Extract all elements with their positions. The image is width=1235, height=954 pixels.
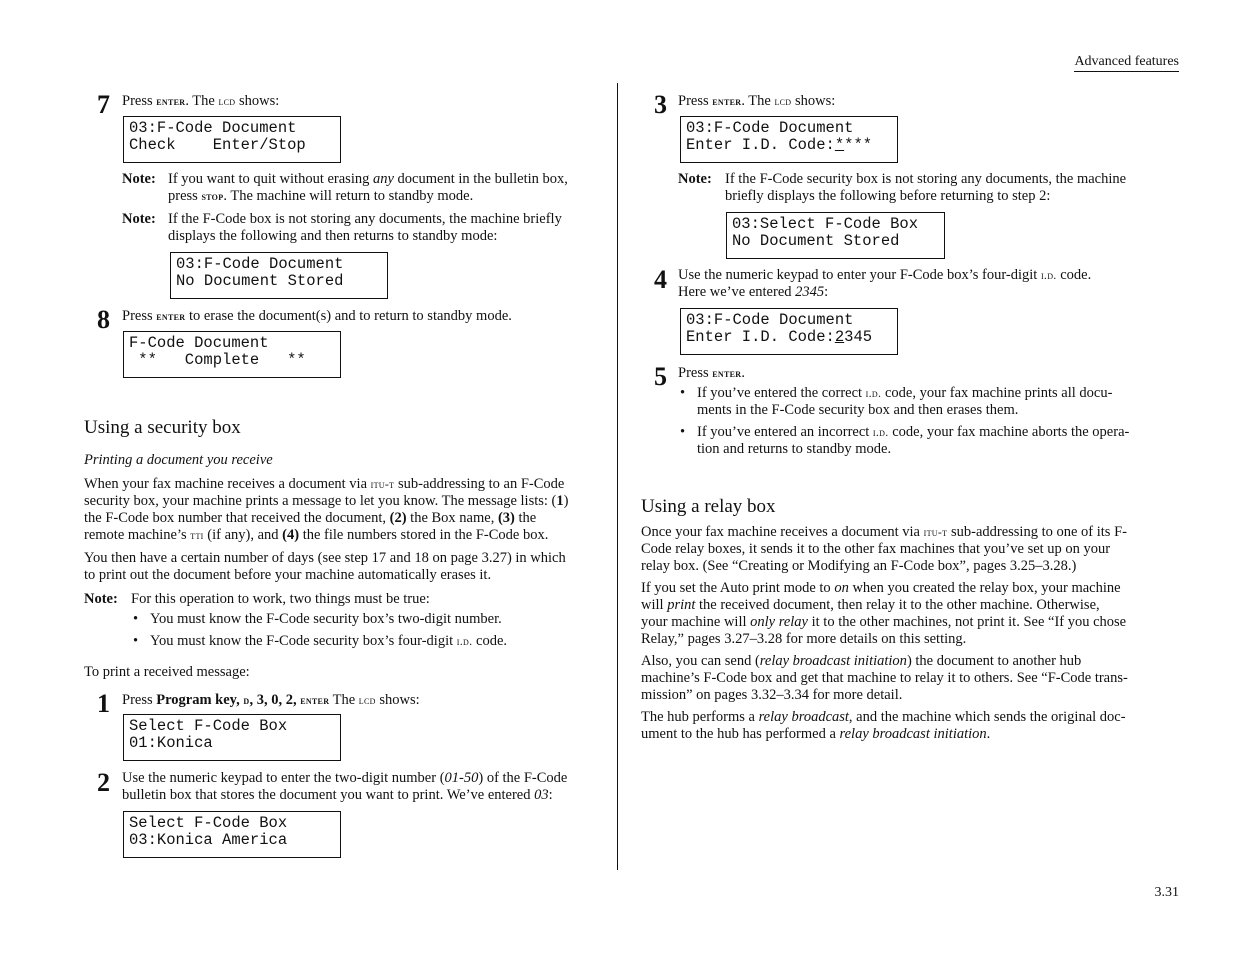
step-number: 2 [97, 768, 110, 797]
lcd-display [123, 331, 341, 378]
lcd-display [170, 252, 388, 299]
paragraph-line: machine’s F-Code box and get that machine to relay it to others. See “F-Code trans- [641, 670, 1128, 686]
bullet-icon: • [680, 385, 686, 401]
bullet-text: You must know the F-Code security box’s four-digit i.d. code. [150, 633, 508, 649]
running-header: Advanced features [1074, 53, 1179, 72]
lcd-line: Select F-Code Box [129, 717, 288, 735]
note-text: If the F-Code box is not storing any documents, the machine briefly [168, 211, 562, 227]
lcd-display [123, 811, 341, 858]
note-text: displays the following and then returns to standby mode: [168, 228, 498, 244]
paragraph-line: to print out the document before your machine automatically erases it. [84, 567, 492, 583]
paragraph-line: remote machine’s tti (if any), and (4) the file numbers stored in the F-Code box. [84, 527, 549, 543]
step-text: Press Program key, d, 3, 0, 2, enter The lcd shows: [122, 692, 420, 708]
paragraph-line: If you set the Auto print mode to on when you created the relay box, your machine [641, 580, 1121, 596]
step-number: 7 [97, 90, 110, 119]
section-heading: Using a relay box [641, 496, 776, 517]
paragraph-line: When your fax machine receives a document via itu-t sub-addressing to an F-Code [84, 476, 565, 492]
bullet-text: You must know the F-Code security box’s two-digit number. [150, 611, 502, 627]
intro-text: To print a received message: [84, 664, 250, 680]
note-text: For this operation to work, two things must be true: [131, 591, 430, 607]
note-label: Note: [84, 591, 118, 607]
lcd-line: 03:Konica America [129, 831, 288, 849]
bullet-icon: • [680, 424, 686, 440]
step-number: 4 [654, 265, 667, 294]
step-text: Press enter to erase the document(s) and to return to standby mode. [122, 308, 512, 324]
step-number: 8 [97, 305, 110, 334]
paragraph-line: Code relay boxes, it sends it to the other fax machines that you’ve set up on your [641, 541, 1111, 557]
lcd-display [680, 308, 898, 355]
lcd-line: 03:F-Code Document [686, 311, 854, 329]
note-text: press stop. The machine will return to standby mode. [168, 188, 474, 204]
paragraph-line: relay box. (See “Creating or Modifying an F-Code box”, pages 3.25–3.28.) [641, 558, 1077, 574]
step-number: 1 [97, 689, 110, 718]
lcd-line: 01:Konica [129, 734, 213, 752]
step-number: 5 [654, 362, 667, 391]
lcd-cursor: 2 [834, 328, 845, 346]
page-number: 3.31 [1154, 885, 1179, 900]
lcd-line: 03:F-Code Document [176, 255, 344, 273]
lcd-line: 03:F-Code Document [129, 119, 297, 137]
note-label: Note: [678, 171, 712, 187]
subheading: Printing a document you receive [84, 452, 273, 468]
paragraph-line: security box, your machine prints a message to let you know. The message lists: (1) [84, 493, 569, 509]
lcd-line: 03:Select F-Code Box [732, 215, 919, 233]
bullet-text: tion and returns to standby mode. [697, 441, 892, 457]
step-text: Press enter. The lcd shows: [678, 93, 836, 109]
note-text: briefly displays the following before returning to step 2: [725, 188, 1051, 204]
step-text: Use the numeric keypad to enter the two-digit number (01-50) of the F-Code [122, 770, 568, 786]
lcd-line: ** Complete ** [129, 351, 306, 369]
column-divider [617, 83, 618, 870]
lcd-line: 03:F-Code Document [686, 119, 854, 137]
paragraph-line: the F-Code box number that received the document, (2) the Box name, (3) the [84, 510, 537, 526]
paragraph-line: Also, you can send (relay broadcast initiation) the document to another hub [641, 653, 1082, 669]
paragraph-line: your machine will only relay it to the other machines, not print it. See “If you chose [641, 614, 1127, 630]
bullet-icon: • [133, 611, 139, 627]
lcd-line: Enter I.D. Code:**** [686, 136, 873, 154]
lcd-line: F-Code Document [129, 334, 269, 352]
note-label: Note: [122, 211, 156, 227]
step-text: Press enter. The lcd shows: [122, 93, 280, 109]
paragraph-line: The hub performs a relay broadcast, and the machine which sends the original doc- [641, 709, 1126, 725]
bullet-icon: • [133, 633, 139, 649]
bullet-text: If you’ve entered the correct i.d. code, your fax machine prints all docu- [697, 385, 1113, 401]
lcd-line: Check Enter/Stop [129, 136, 306, 154]
note-label: Note: [122, 171, 156, 187]
lcd-cursor: * [834, 136, 845, 154]
lcd-line: Enter I.D. Code:2345 [686, 328, 873, 346]
step-text: bulletin box that stores the document you want to print. We’ve entered 03: [122, 787, 553, 803]
step-text: Use the numeric keypad to enter your F-Code box’s four-digit i.d. code. [678, 267, 1092, 283]
note-text: If you want to quit without erasing any document in the bulletin box, [168, 171, 568, 187]
section-heading: Using a security box [84, 417, 241, 438]
paragraph-line: will print the received document, then relay it to the other machine. Otherwise, [641, 597, 1100, 613]
lcd-line: No Document Stored [176, 272, 344, 290]
step-text: Here we’ve entered 2345: [678, 284, 829, 300]
bullet-text: ments in the F-Code security box and then erases them. [697, 402, 1019, 418]
lcd-display [123, 714, 341, 761]
step-number: 3 [654, 90, 667, 119]
lcd-line: Select F-Code Box [129, 814, 288, 832]
lcd-display [123, 116, 341, 163]
paragraph-line: Relay,” pages 3.27–3.28 for more details on this setting. [641, 631, 967, 647]
paragraph-line: You then have a certain number of days (see step 17 and 18 on page 3.27) in which [84, 550, 566, 566]
step-text: Press enter. [678, 365, 745, 381]
note-text: If the F-Code security box is not storing any documents, the machine [725, 171, 1127, 187]
bullet-text: If you’ve entered an incorrect i.d. code, your fax machine aborts the opera- [697, 424, 1130, 440]
lcd-display [680, 116, 898, 163]
paragraph-line: Once your fax machine receives a document via itu-t sub-addressing to one of its F- [641, 524, 1127, 540]
lcd-display [726, 212, 945, 259]
lcd-line: No Document Stored [732, 232, 900, 250]
paragraph-line: mission” on pages 3.32–3.34 for more detail. [641, 687, 903, 703]
paragraph-line: ument to the hub has performed a relay broadcast initiation. [641, 726, 991, 742]
